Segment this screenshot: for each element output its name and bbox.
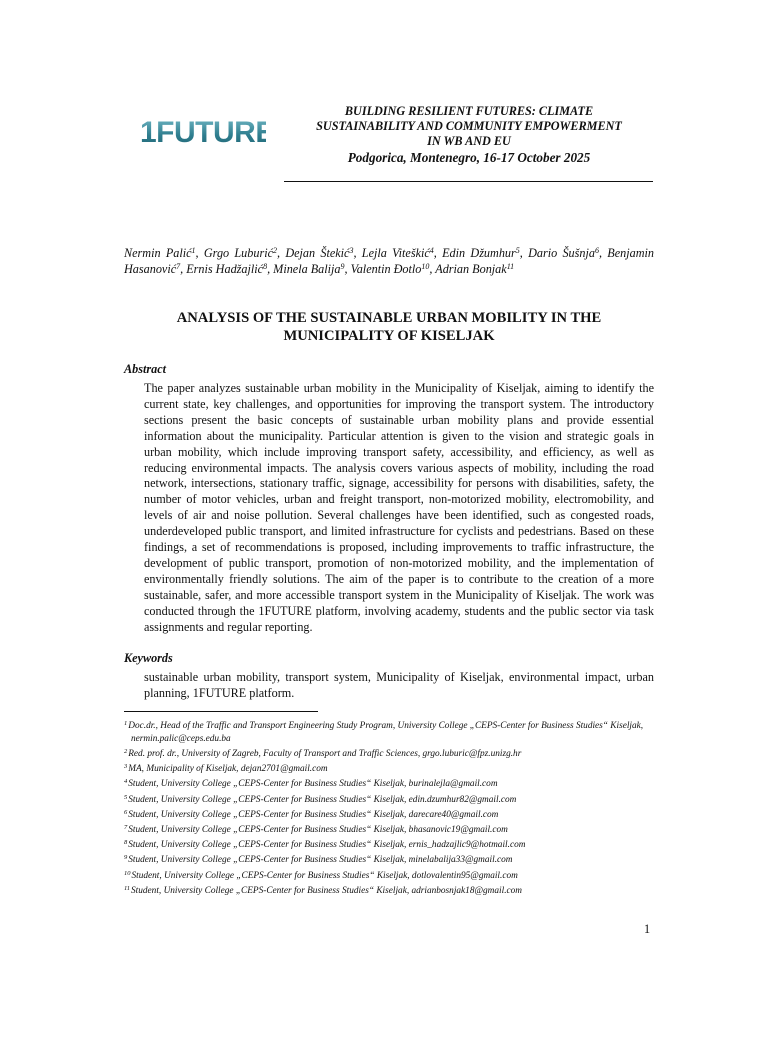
author: Ernis Hadžajlić$^8$ bbox=[186, 262, 268, 276]
abstract-text: The paper analyzes sustainable urban mobility in the Municipality of Kiseljak, aiming to identify the current state, key challenges, and opportunities for improving the transport system. The introductory sections present the basic concepts of sustainable urban mobility plans and provide essential information about the municipality. Particular attention is given to the vision and strategic goals in urban mobility, which include improving transport safety, accessibility, and efficiency, as well as reducing environmental impacts. The analysis covers various aspects of mobility, including the road network, intersections, stationary traffic, signage, accessibility for persons with disabilities, safety, the number of motor vehicles, urban and freight transport, non-motorized mobility, electromobility, and levels of air and noise pollution. Several challenges have been identified, such as congested roads, underdeveloped public transport, and limited infrastructure for cyclists and pedestrians. Based on these findings, a set of recommendations is proposed, including improvements to traffic infrastructure, the development of public transport, promotion of non-motorized mobility, and the implementation of environmentally friendly solutions. The aim of the paper is to contribute to the creation of a more sustainable, safer, and more accessible transport system in the Municipality of Kiseljak. The work was conducted through the 1FUTURE platform, involving academy, students and the public sector via task assignments and regular reporting. bbox=[144, 381, 654, 634]
author: Nermin Palić$^1$ bbox=[124, 246, 196, 260]
conference-header bbox=[285, 104, 653, 166]
footnote: $^2$Red. prof. dr., University of Zagreb, Faculty of Transport and Traffic Sciences, grgo.luburic@fpz.unizg.hr bbox=[124, 748, 522, 759]
keywords-text: sustainable urban mobility, transport system, Municipality of Kiseljak, environmental impact, urban planning, 1FUTURE platform. bbox=[144, 670, 654, 700]
author: Minela Balija$^9$ bbox=[273, 262, 345, 276]
footnote: $^5$Student, University College „CEPS-Center for Business Studies“ Kiseljak, edin.dzumhur82@gmail.com bbox=[124, 793, 517, 805]
paper-title-line: ANALYSIS OF THE SUSTAINABLE URBAN MOBILITY IN THE bbox=[176, 310, 602, 326]
author-list: Nermin Palić$^1$, Grgo Luburić$^2$, Dejan Štekić$^3$, Lejla Viteškić$^4$, Edin Džumhur$^5$, Dario Šušnja$^6$, Benjamin Hasanović$^7$, Ernis Hadžajlić$^8$, Minela Balija$^9$, Valentin Đotlo$^{10}$, Adrian Bonjak$^{11}$ bbox=[124, 246, 654, 276]
footnote-rule bbox=[124, 711, 318, 712]
footnotes bbox=[124, 720, 659, 899]
keywords-heading: Keywords bbox=[124, 651, 173, 665]
author: Valentin Đotlo$^{10}$ bbox=[350, 262, 430, 276]
conference-place-date: Podgorica, Montenegro, 16-17 October 2025 bbox=[347, 150, 591, 165]
footnote: $^4$Student, University College „CEPS-Center for Business Studies“ Kiseljak, burinalejla@gmail.com bbox=[124, 778, 498, 790]
abstract-heading: Abstract bbox=[124, 362, 166, 376]
page-number: 1 bbox=[644, 922, 651, 936]
header-rule bbox=[284, 181, 653, 182]
footnote: $^9$Student, University College „CEPS-Center for Business Studies“ Kiseljak, minelabalija33@gmail.com bbox=[124, 854, 513, 866]
footnote: $^1$Doc.dr., Head of the Traffic and Transport Engineering Study Program, University College „CEPS-Center for Business Studies“ Kiseljak, nermin.palic@ceps.edu.ba bbox=[124, 720, 644, 744]
author: Lejla Viteškić$^4$ bbox=[361, 246, 434, 260]
conference-title-line: BUILDING RESILIENT FUTURES: CLIMATE bbox=[344, 104, 594, 118]
footnote: $^3$MA, Municipality of Kiseljak, dejan2701@gmail.com bbox=[124, 763, 328, 775]
author: Benjamin Hasanović$^7$ bbox=[124, 246, 654, 276]
footnote: $^6$Student, University College „CEPS-Center for Business Studies“ Kiseljak, darecare40@gmail.com bbox=[124, 808, 499, 820]
footnote: $^8$Student, University College „CEPS-Center for Business Studies“ Kiseljak, ernis_hadzajlic9@hotmail.com bbox=[124, 839, 526, 851]
author: Dario Šušnja$^6$ bbox=[528, 246, 599, 260]
conference-title-line: IN WB AND EU bbox=[427, 134, 511, 148]
footnote: $^7$Student, University College „CEPS-Center for Business Studies“ Kiseljak, bhasanovic19@gmail.com bbox=[124, 824, 508, 836]
author: Grgo Luburić$^2$ bbox=[203, 246, 278, 260]
author: Adrian Bonjak$^{11}$ bbox=[435, 262, 515, 276]
author: Dejan Štekić$^3$ bbox=[285, 246, 354, 260]
footnote: $^{11}$Student, University College „CEPS-Center for Business Studies“ Kiseljak, adrianbosnjak18@gmail.com bbox=[124, 884, 523, 896]
1future-logo: 1FUTURE bbox=[140, 113, 266, 153]
paper-title bbox=[124, 309, 654, 345]
footnote: $^{10}$Student, University College „CEPS-Center for Business Studies“ Kiseljak, dotlovalentin95@gmail.com bbox=[124, 869, 518, 881]
author: Edin Džumhur$^5$ bbox=[442, 246, 520, 260]
conference-title-line: SUSTAINABILITY AND COMMUNITY EMPOWERMENT bbox=[316, 119, 622, 133]
paper-title-line: MUNICIPALITY OF KISELJAK bbox=[283, 328, 495, 344]
